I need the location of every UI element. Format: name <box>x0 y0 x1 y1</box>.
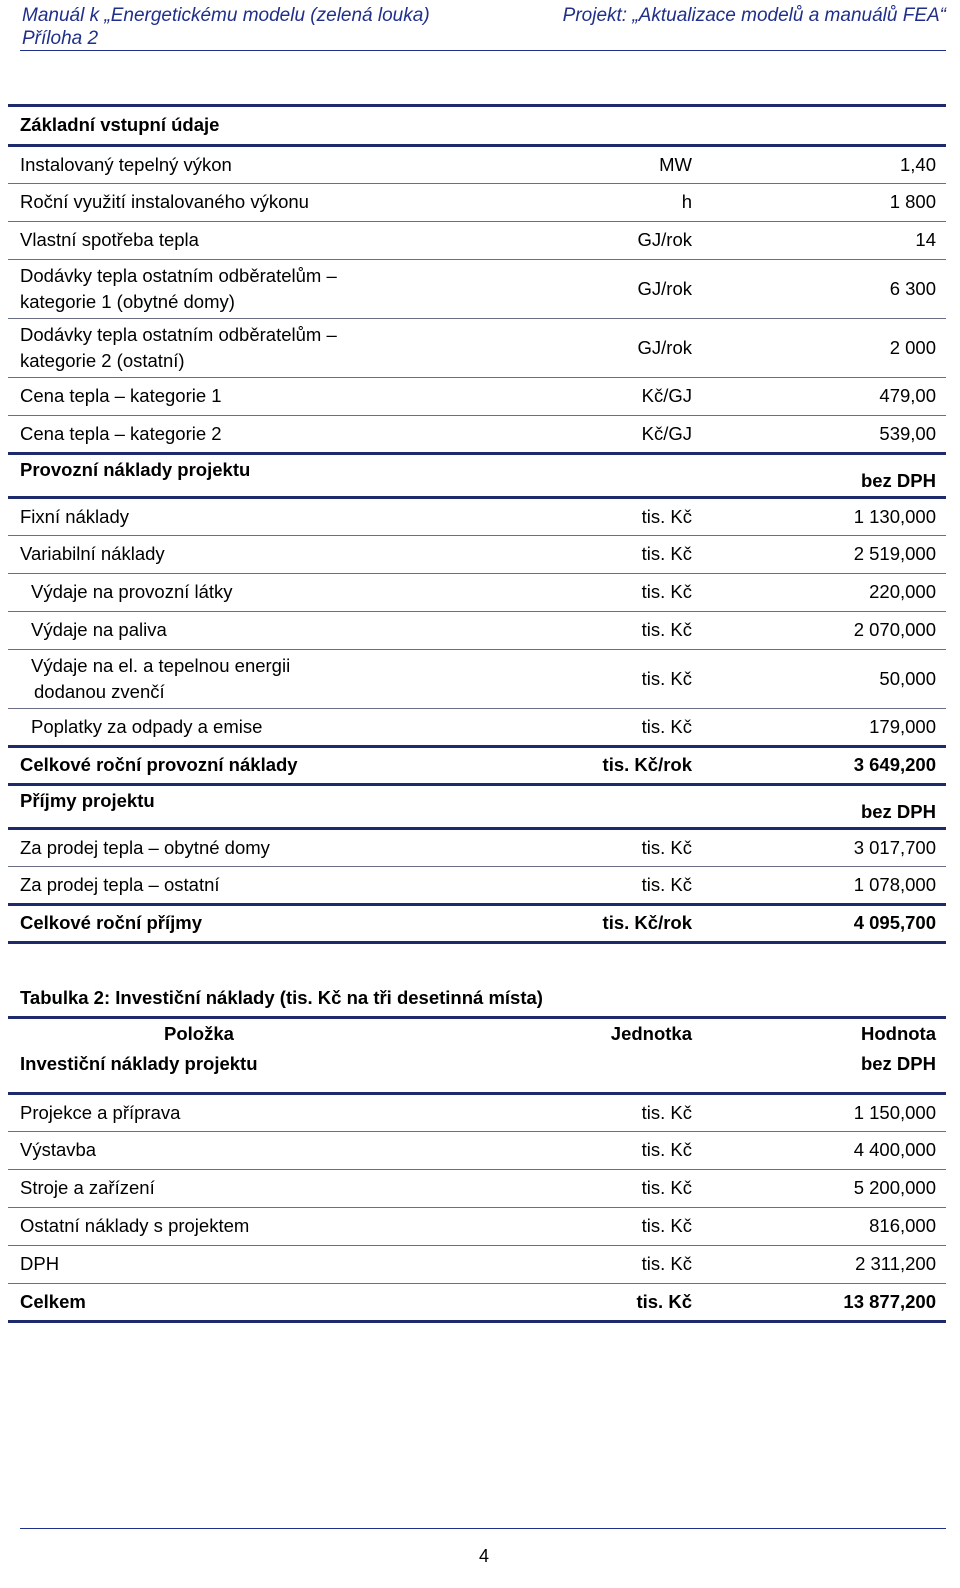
row-label <box>8 259 510 318</box>
row-value: 2 519,000 <box>704 535 946 573</box>
table-row <box>8 318 946 377</box>
total-value: 4 095,700 <box>704 904 946 942</box>
section-header-row <box>8 453 946 497</box>
row-unit: Kč/GJ <box>510 377 704 415</box>
table-basic-inputs <box>8 107 946 944</box>
row-unit: tis. Kč <box>510 708 704 746</box>
row-label-line2: dodanou zvenčí <box>34 680 165 702</box>
row-value: 6 300 <box>704 259 946 318</box>
income-vat-note: bez DPH <box>704 784 946 828</box>
opex-title: Provozní náklady projektu <box>8 453 510 497</box>
col-header-value: Hodnota <box>860 1023 936 1044</box>
row-unit: MW <box>510 145 704 183</box>
row-unit: tis. Kč <box>510 1245 704 1283</box>
row-value: 3 017,700 <box>704 828 946 866</box>
total-value: 3 649,200 <box>704 746 946 784</box>
table-row <box>8 1093 946 1131</box>
total-row <box>8 904 946 942</box>
footer-rule <box>20 1528 946 1529</box>
row-value: 14 <box>704 221 946 259</box>
row-value: 50,000 <box>704 649 946 708</box>
row-value: 5 200,000 <box>704 1169 946 1207</box>
row-label: Poplatky za odpady a emise <box>8 708 510 746</box>
total-unit: tis. Kč/rok <box>510 904 704 942</box>
page-header <box>22 4 946 50</box>
row-label: Instalovaný tepelný výkon <box>8 145 510 183</box>
row-label-line2: kategorie 1 (obytné domy) <box>20 290 235 312</box>
table-row <box>8 708 946 746</box>
section-header-row <box>8 784 946 828</box>
row-value: 220,000 <box>704 573 946 611</box>
col-header-item: Položka <box>164 1023 234 1044</box>
row-value: 2 311,200 <box>704 1245 946 1283</box>
row-unit: GJ/rok <box>510 221 704 259</box>
row-unit: tis. Kč <box>510 535 704 573</box>
section-title: Základní vstupní údaje <box>8 107 946 145</box>
row-unit: tis. Kč <box>510 611 704 649</box>
row-unit: tis. Kč <box>510 1093 704 1131</box>
row-unit: tis. Kč <box>510 1131 704 1169</box>
row-unit: GJ/rok <box>510 318 704 377</box>
row-label-line2: kategorie 2 (ostatní) <box>20 349 185 371</box>
total-label: Celkové roční příjmy <box>8 904 510 942</box>
header-rule <box>20 50 946 51</box>
col-header-unit: Jednotka <box>610 1023 692 1044</box>
table-row <box>8 497 946 535</box>
row-unit: tis. Kč <box>510 1207 704 1245</box>
row-value: 2 070,000 <box>704 611 946 649</box>
row-unit: tis. Kč <box>510 866 704 904</box>
table-row <box>8 1245 946 1283</box>
row-label: Cena tepla – kategorie 2 <box>8 415 510 453</box>
row-label <box>8 649 510 708</box>
row-value: 1 150,000 <box>704 1093 946 1131</box>
table-row <box>8 1169 946 1207</box>
row-value: 1 130,000 <box>704 497 946 535</box>
header-manual-title: Manuál k „Energetickému modelu (zelená louka) <box>22 5 430 26</box>
table-row <box>8 259 946 318</box>
table-row <box>8 1207 946 1245</box>
row-value: 1 078,000 <box>704 866 946 904</box>
total-value: 13 877,200 <box>704 1283 946 1321</box>
header-project-title: Projekt: „Aktualizace modelů a manuálů FEA“ <box>562 5 946 26</box>
row-label: Výdaje na provozní látky <box>8 573 510 611</box>
total-unit: tis. Kč/rok <box>510 746 704 784</box>
row-unit: tis. Kč <box>510 497 704 535</box>
row-value: 1 800 <box>704 183 946 221</box>
table-investment-costs <box>8 1019 946 1323</box>
table-row <box>8 415 946 453</box>
table-row <box>8 221 946 259</box>
row-label: Variabilní náklady <box>8 535 510 573</box>
row-label: Roční využití instalovaného výkonu <box>8 183 510 221</box>
total-label: Celkem <box>8 1283 510 1321</box>
row-unit: tis. Kč <box>510 649 704 708</box>
table-row <box>8 866 946 904</box>
table-row <box>8 573 946 611</box>
row-label: Projekce a příprava <box>8 1093 510 1131</box>
row-value: 179,000 <box>704 708 946 746</box>
column-header-row <box>8 1019 946 1049</box>
table-row <box>8 828 946 866</box>
row-label: Výdaje na paliva <box>8 611 510 649</box>
table-row <box>8 183 946 221</box>
table-row <box>8 1131 946 1169</box>
row-label: Výstavba <box>8 1131 510 1169</box>
section-header-row <box>8 1049 946 1093</box>
row-label: Fixní náklady <box>8 497 510 535</box>
table-row <box>8 649 946 708</box>
total-unit: tis. Kč <box>510 1283 704 1321</box>
row-value: 2 000 <box>704 318 946 377</box>
section-header-row <box>8 107 946 145</box>
row-value: 539,00 <box>704 415 946 453</box>
row-value: 479,00 <box>704 377 946 415</box>
row-label: Vlastní spotřeba tepla <box>8 221 510 259</box>
income-title: Příjmy projektu <box>8 784 510 828</box>
row-value: 4 400,000 <box>704 1131 946 1169</box>
table2-caption: Tabulka 2: Investiční náklady (tis. Kč na tři desetinná místa) <box>20 987 543 1008</box>
row-label: Cena tepla – kategorie 1 <box>8 377 510 415</box>
row-unit: GJ/rok <box>510 259 704 318</box>
opex-vat-note: bez DPH <box>704 453 946 497</box>
row-label: DPH <box>8 1245 510 1283</box>
row-label: Za prodej tepla – obytné domy <box>8 828 510 866</box>
row-unit: h <box>510 183 704 221</box>
row-unit: tis. Kč <box>510 573 704 611</box>
table-row <box>8 535 946 573</box>
row-value: 1,40 <box>704 145 946 183</box>
row-unit: Kč/GJ <box>510 415 704 453</box>
row-label-line1: Dodávky tepla ostatním odběratelům – <box>20 323 337 345</box>
row-label: Za prodej tepla – ostatní <box>8 866 510 904</box>
row-label: Ostatní náklady s projektem <box>8 1207 510 1245</box>
table-row <box>8 377 946 415</box>
table-row <box>8 145 946 183</box>
row-label: Stroje a zařízení <box>8 1169 510 1207</box>
row-unit: tis. Kč <box>510 1169 704 1207</box>
total-label: Celkové roční provozní náklady <box>8 746 510 784</box>
investment-section-title: Investiční náklady projektu <box>8 1049 510 1093</box>
total-row <box>8 746 946 784</box>
row-value: 816,000 <box>704 1207 946 1245</box>
page-number: 4 <box>478 1546 489 1566</box>
total-row <box>8 1283 946 1321</box>
row-label-line1: Výdaje na el. a tepelnou energii <box>31 654 291 676</box>
row-label-line1: Dodávky tepla ostatním odběratelům – <box>20 264 337 286</box>
investment-vat-note: bez DPH <box>704 1049 946 1093</box>
header-appendix: Příloha 2 <box>22 28 99 49</box>
table-row <box>8 611 946 649</box>
row-label <box>8 318 510 377</box>
row-unit: tis. Kč <box>510 828 704 866</box>
